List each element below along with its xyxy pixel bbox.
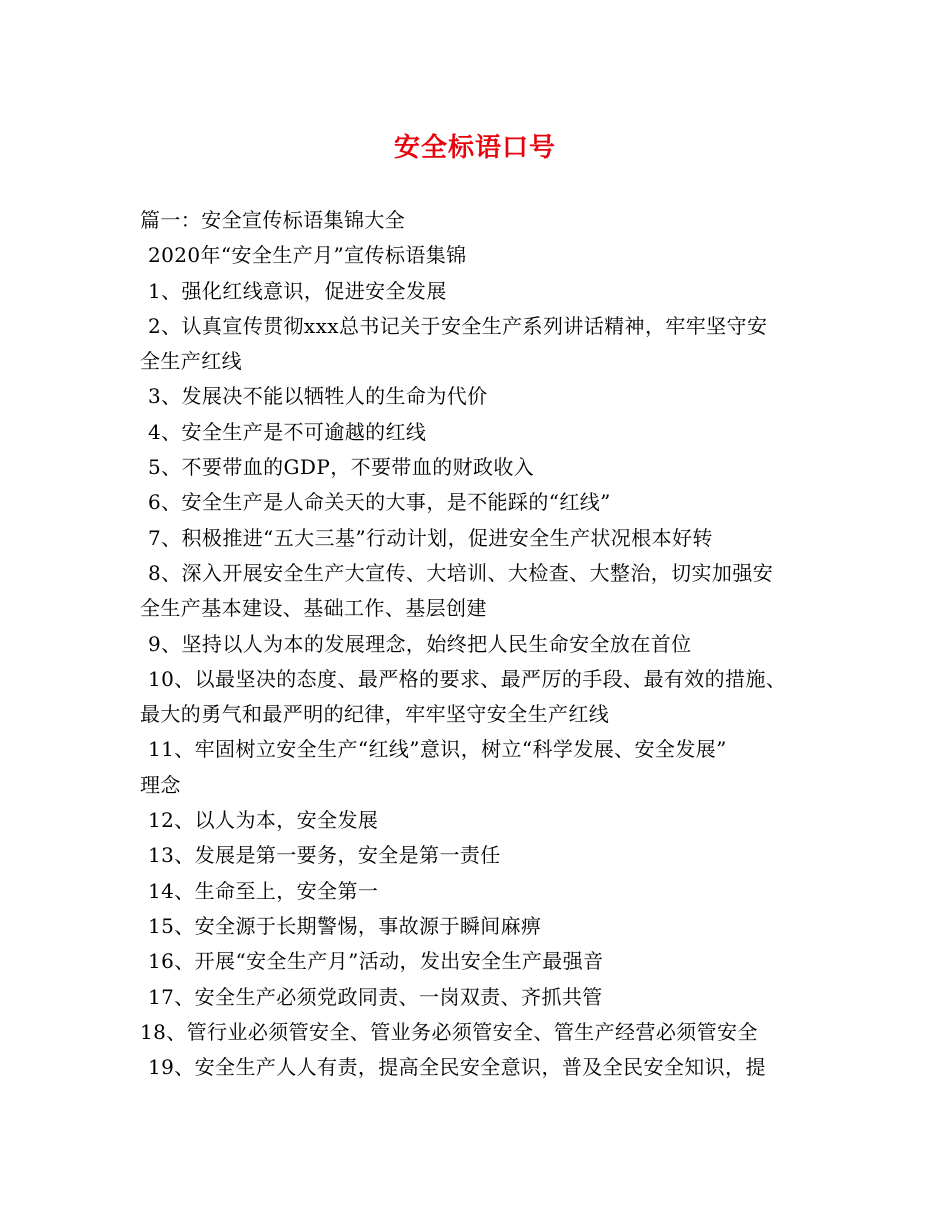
slogan-line: 8、深入开展安全生产大宣传、大培训、大检查、大整治，切实加强安: [148, 560, 774, 585]
slogan-line: 18、管行业必须管安全、管业务必须管安全、管生产经营必须管安全: [140, 1019, 758, 1044]
slogan-line: 1、强化红线意识，促进安全发展: [148, 278, 447, 303]
slogan-line: 4、安全生产是不可逾越的红线: [148, 419, 427, 444]
slogan-line: 2、认真宣传贯彻xxx总书记关于安全生产系列讲话精神，牢牢坚守安: [148, 313, 768, 338]
slogan-line-continuation: 全生产基本建设、基础工作、基层创建: [140, 596, 487, 621]
slogan-line: 14、生命至上，安全第一: [148, 878, 379, 903]
slogan-line: 16、开展“安全生产月”活动，发出安全生产最强音: [148, 949, 604, 974]
slogan-line: 12、以人为本，安全发展: [148, 808, 379, 833]
slogan-line-continuation: 最大的勇气和最严明的纪律，牢牢坚守安全生产红线: [140, 702, 610, 727]
document-title: 安全标语口号: [393, 133, 556, 163]
slogan-line: 3、发展决不能以牺牲人的生命为代价: [148, 384, 488, 409]
slogan-line: 9、坚持以人为本的发展理念，始终把人民生命安全放在首位: [148, 631, 692, 656]
slogan-line: 11、牢固树立安全生产“红线”意识，树立“科学发展、安全发展”: [148, 737, 727, 762]
slogan-line: 6、安全生产是人命关天的大事，是不能踩的“红线”: [148, 490, 611, 515]
slogan-line: 7、积极推进“五大三基”行动计划，促进安全生产状况根本好转: [148, 525, 713, 550]
slogan-line-continuation: 全生产红线: [140, 349, 242, 374]
slogan-line: 10、以最坚决的态度、最严格的要求、最严厉的手段、最有效的措施、: [148, 666, 787, 691]
slogan-line: 17、安全生产必须党政同责、一岗双责、齐抓共管: [148, 984, 603, 1009]
section-heading: 篇一：安全宣传标语集锦大全: [140, 208, 406, 232]
slogan-line: 19、安全生产人人有责，提高全民安全意识，普及全民安全知识，提: [148, 1055, 766, 1080]
slogan-line-continuation: 理念: [140, 772, 181, 797]
slogan-line: 13、发展是第一要务，安全是第一责任: [148, 843, 501, 868]
slogan-line: 15、安全源于长期警惕，事故源于瞬间麻痹: [148, 913, 542, 938]
subheading: 2020年“安全生产月”宣传标语集锦: [148, 243, 467, 268]
slogan-line: 5、不要带血的GDP，不要带血的财政收入: [148, 455, 535, 480]
document-body: [140, 203, 840, 1085]
